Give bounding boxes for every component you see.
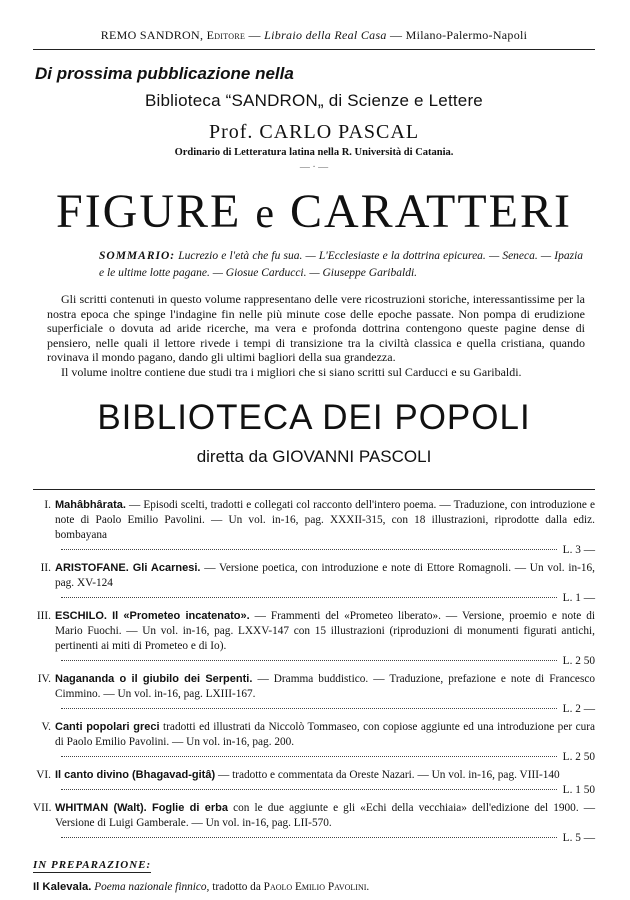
entry-title: Mahâbhârata. bbox=[55, 498, 126, 511]
entry-price: L. 2 — bbox=[562, 702, 595, 715]
catalog-entry: I. Mahâbhârata. — Episodi scelti, tradotti e collegati col racconto dell'intero poema. — Traduzione, con introduzione e note di Paolo Emilio Pavolini. — Un vol. in-16, pag. XXXII-315, con 18 illustrazioni, riprodotte dalla ediz. bombayana L. 3 — bbox=[44, 498, 596, 556]
entry-price: L. 5 — bbox=[562, 831, 595, 844]
book-title: FIGURE e CARATTERI bbox=[56, 185, 572, 238]
catalog-entry: II. ARISTOFANE. Gli Acarnesi. — Versione poetica, con introduzione e note di Ettore Romagnoli. — Un vol. in-16, pag. XV-124 L. 1 — bbox=[40, 561, 595, 604]
entry-text: — Versione poetica, con introduzione e note di Ettore Romagnoli. — Un vol. in-16, pag. XV-124 bbox=[55, 561, 595, 589]
preparation-item bbox=[33, 881, 595, 893]
entry-price: L. 1 50 bbox=[562, 783, 595, 796]
entry-price: L. 2 50 bbox=[562, 654, 595, 667]
entry-text: con le due aggiunte e gli «Echi della vecchiaia» dell'edizione del 1900. — Versione di Luigi Gamberale. — Un vol. in-16, pag. LII-570. bbox=[55, 801, 596, 829]
prep-text: tradotto da bbox=[212, 880, 261, 893]
catalog-entry: IV. Nagananda o il giubilo dei Serpenti. — Dramma buddistico. — Traduzione, prefazione e note di Francesco Cimmino. — Un vol. in-16, pag. LXIII-167. L. 2 — bbox=[37, 672, 596, 715]
catalog-entry: VII. WHITMAN (Walt). Foglie di erba con le due aggiunte e gli «Echi della vecchiaia» dell'edizione del 1900. — Versione di Luigi Gamberale. — Un vol. in-16, pag. LII-570. L. 5 — bbox=[33, 801, 596, 844]
entry-text: — Episodi scelti, tradotti e collegati col racconto dell'intero poema. — Traduzione, con introduzione e note di Paolo Emilio Pavolini. — Un vol. in-16, pag. XXXII-315, con 18 illustrazioni, riprodotte dalla ediz. bombayana bbox=[55, 498, 596, 541]
entry-title: Nagananda o il giubilo dei Serpenti. bbox=[55, 672, 253, 685]
entry-text: — Frammenti del «Prometeo liberato». — Versione, proemio e note di Mario Fuochi. — Un vol. in-16, pag. LXXV-147 con 15 illustrazioni (riproduzioni di monumenti figurati antichi, pertinenti ai miti di Prometeo e di Io). bbox=[55, 609, 595, 652]
prep-translator: Paolo Emilio Pavolini. bbox=[263, 880, 370, 893]
description-paragraph: Il volume inoltre contiene due studi tra i migliori che si siano scritti sul Carducci e su Garibaldi. bbox=[61, 364, 522, 379]
page bbox=[33, 28, 595, 893]
entry-text: tradotti ed illustrati da Niccolò Tommaseo, con copiose aggiunte ed una introduzione per cura di Paolo Emilio Pavolini. — Un vol. in-16, pag. 200. bbox=[55, 720, 596, 748]
publisher-header: REMO SANDRON, Editore — Libraio della Real Casa — Milano-Palermo-Napoli bbox=[33, 28, 595, 50]
catalog-entry: III. ESCHILO. Il «Prometeo incatenato». — Frammenti del «Prometeo liberato». — Versione, proemio e note di Mario Fuochi. — Un vol. in-16, pag. LXXV-147 con 15 illustrazioni (riproduzioni di monumenti figurati antichi, pertinenti ai miti di Prometeo e di Io). L. 2 50 bbox=[36, 609, 595, 667]
prep-subtitle: Poema nazionale finnico, bbox=[94, 880, 210, 893]
catalog-entry: V. Canti popolari greci tradotti ed illustrati da Niccolò Tommaseo, con copiose aggiunte ed una introduzione per cura di Paolo Emilio Pavolini. — Un vol. in-16, pag. 200. L. 2 50 bbox=[41, 720, 596, 763]
prep-title: Il Kalevala. bbox=[33, 880, 92, 893]
catalog-entry: VI. Il canto divino (Bhagavad-gitâ) — tradotto e commentata da Oreste Nazari. — Un vol. in-16, pag. VIII-140 L. 1 50 bbox=[36, 768, 595, 796]
publisher-role: Editore bbox=[206, 28, 246, 42]
entry-title: Il canto divino (Bhagavad-gitâ) bbox=[55, 768, 216, 781]
entry-price: L. 3 — bbox=[562, 543, 595, 556]
entry-text: — tradotto e commentata da Oreste Nazari. — Un vol. in-16, pag. VIII-140 bbox=[217, 768, 560, 781]
entry-title: Canti popolari greci bbox=[55, 720, 160, 733]
entry-title: WHITMAN (Walt). Foglie di erba bbox=[55, 801, 228, 814]
entry-title: ESCHILO. Il «Prometeo incatenato». bbox=[55, 609, 250, 622]
publisher-tagline: Libraio della Real Casa bbox=[264, 28, 387, 42]
author-role: Ordinario di Letteratura latina nella R. Università di Catania. bbox=[174, 147, 454, 158]
collection-editor: diretta da GIOVANNI PASCOLI bbox=[196, 446, 432, 466]
author-name: Prof. CARLO PASCAL bbox=[208, 121, 420, 143]
divider bbox=[33, 489, 595, 490]
preparation-label: IN PREPARAZIONE: bbox=[33, 858, 152, 871]
entry-title: ARISTOFANE. Gli Acarnesi. bbox=[55, 561, 201, 574]
publisher-name: REMO SANDRON, bbox=[100, 28, 204, 42]
separator-mark: — · — bbox=[299, 162, 329, 173]
summary-text: Lucrezio e l'età che fu sua. — L'Ecclesiaste e la dottrina epicurea. — Seneca. — Ipazia e le ultime lotte pagane. — Giosue Carducci. — Giuseppe Garibaldi. bbox=[99, 250, 584, 279]
description-paragraph: Gli scritti contenuti in questo volume rappresentano delle vere ricostruzioni storiche, interessantissime per la nostra epoca che spinge l'indagine fin nelle più minute cose delle epoche passate. Non pompa di erudizione superficiale o dovuta ad aride ricerche, ma vera e profonda dottrina contengono queste pagine dense di pensiero, nelle quali il lettore rivede i tempi di transizione tra la civiltà classica e quella cristiana, quando rovinava il mondo pagano, dando gli ultimi bagliori della sua grandezza. bbox=[47, 292, 585, 365]
entry-price: L. 1 — bbox=[562, 591, 595, 604]
entry-price: L. 2 50 bbox=[562, 750, 595, 763]
publisher-cities: Milano-Palermo-Napoli bbox=[405, 28, 528, 42]
announcement: Di prossima pubblicazione nella bbox=[35, 64, 294, 83]
library-name: Biblioteca “SANDRON„ di Scienze e Lettere bbox=[145, 91, 483, 110]
entry-text: — Dramma buddistico. — Traduzione, prefazione e note di Francesco Cimmino. — Un vol. in-16, pag. LXIII-167. bbox=[55, 672, 596, 700]
summary-label: SOMMARIO: bbox=[99, 250, 176, 262]
collection-title: BIBLIOTECA DEI POPOLI bbox=[97, 397, 531, 437]
book-summary bbox=[99, 248, 583, 282]
catalog-list bbox=[33, 498, 595, 846]
